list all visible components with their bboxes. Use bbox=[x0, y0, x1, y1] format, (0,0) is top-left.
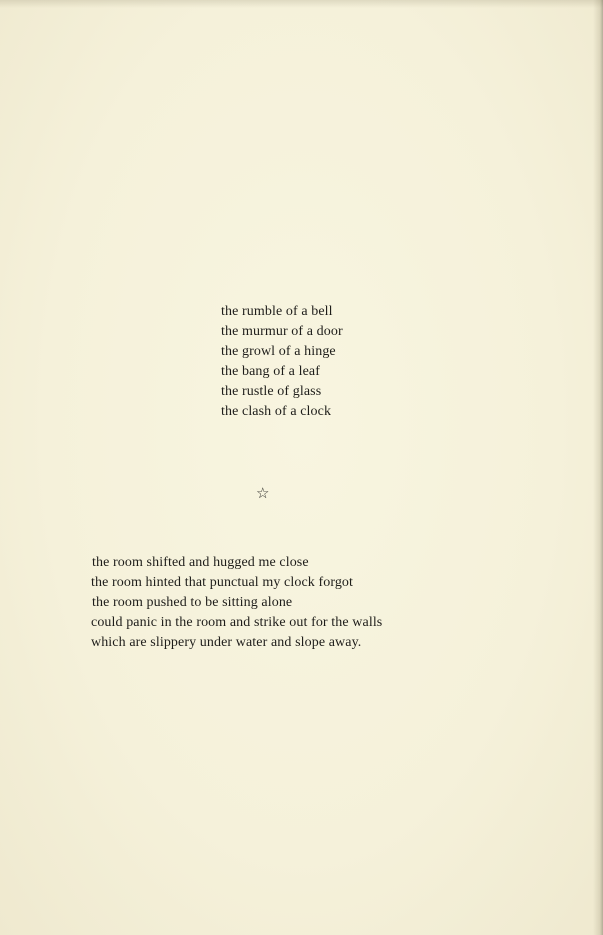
poem-line: the room pushed to be sitting alone bbox=[92, 595, 293, 610]
poem-line: which are slippery under water and slope away. bbox=[91, 635, 362, 650]
poem-line: could panic in the room and strike out for the walls bbox=[91, 615, 383, 630]
poem-line: the clash of a clock bbox=[221, 404, 332, 419]
poem-line: the room hinted that punctual my clock forgot bbox=[91, 575, 354, 590]
star-ornament-icon: ☆ bbox=[256, 484, 270, 502]
page-top-shadow bbox=[0, 0, 603, 8]
page-edge-shadow bbox=[593, 0, 603, 935]
poem-line: the room shifted and hugged me close bbox=[92, 555, 309, 570]
poem-line: the murmur of a door bbox=[221, 324, 343, 339]
poem-line: the rumble of a bell bbox=[221, 304, 333, 319]
poem-line: the rustle of glass bbox=[221, 384, 322, 399]
poem-line: the bang of a leaf bbox=[221, 364, 320, 379]
poem-line: the growl of a hinge bbox=[221, 344, 336, 359]
poem-stanza-1 bbox=[221, 302, 343, 422]
poem-stanza-2 bbox=[91, 553, 382, 653]
